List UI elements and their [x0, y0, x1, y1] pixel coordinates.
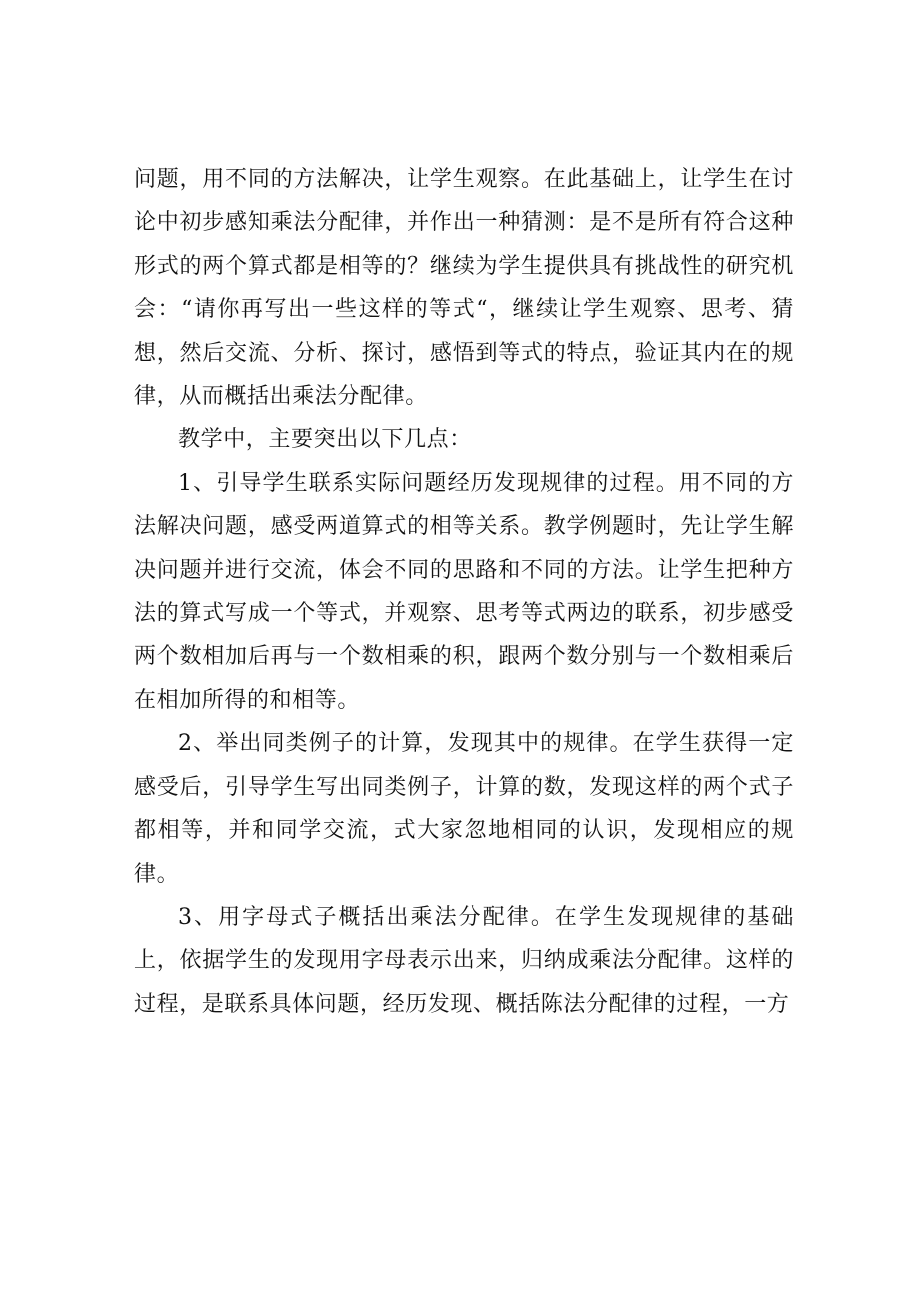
- paragraph-point-2: 2、举出同类例子的计算，发现其中的规律。在学生获得一定感受后，引导学生写出同类例子，计算的数，发现这样的两个式子都相等，并和同学交流，式大家忽地相同的认识，发现相应的规律。: [134, 731, 794, 887]
- paragraph-continuation: 问题，用不同的方法解决，让学生观察。在此基础上，让学生在讨论中初步感知乘法分配律，并作出一种猜测：是不是所有符合这种形式的两个算式都是相等的？继续为学生提供具有挑战性的研究机会：“请你再写出一些这样的等式“，继续让学生观察、思考、猜想，然后交流、分析、探讨，感悟到等式的特点，验证其内在的规律，从而概括出乘法分配律。: [134, 167, 794, 410]
- paragraph-point-1: 1、引导学生联系实际问题经历发现规律的过程。用不同的方法解决问题，感受两道算式的相等关系。教学例题时，先让学生解决问题并进行交流，体会不同的思路和不同的方法。让学生把种方法的算式写成一个等式，并观察、思考等式两边的联系，初步感受两个数相加后再与一个数相乘的积，跟两个数分别与一个数相乘后在相加所得的和相等。: [134, 470, 794, 713]
- body-text: [134, 158, 794, 1026]
- paragraph-point-3: 3、用字母式子概括出乘法分配律。在学生发现规律的基础上，依据学生的发现用字母表示出来，归纳成乘法分配律。这样的过程，是联系具体问题，经历发现、概括陈法分配律的过程，一方: [134, 904, 794, 1017]
- paragraph-intro: 教学中，主要突出以下几点：: [178, 427, 472, 453]
